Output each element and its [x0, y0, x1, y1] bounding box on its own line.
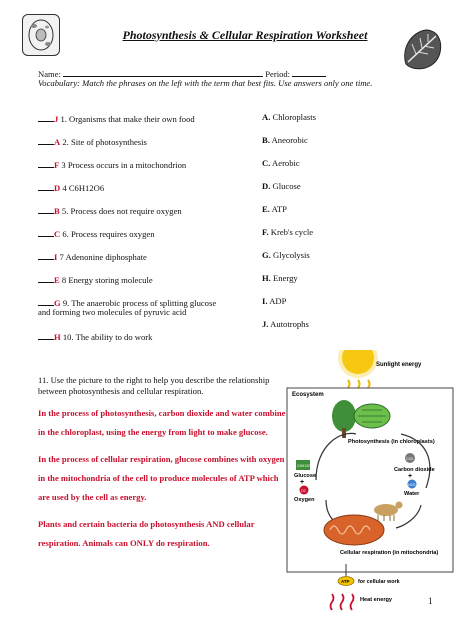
item-text: 9. The anaerobic process of splitting glucose [62, 298, 217, 308]
answer-letter: E [54, 275, 60, 285]
match-item-6 [38, 227, 155, 240]
term-text: Chloroplasts [272, 112, 316, 122]
term-e [262, 204, 287, 215]
answer-letter: F [54, 160, 60, 170]
item-text: 4 C6H12O6 [62, 183, 105, 193]
term-letter: F. [262, 227, 269, 237]
match-item-5 [38, 204, 182, 217]
oxygen-label: Oxygen [294, 497, 315, 503]
term-d [262, 181, 301, 192]
term-text: ADP [269, 296, 287, 306]
answer-blank[interactable] [38, 330, 54, 340]
question-11: 11. Use the picture to the right to help you describe the relationship between photosynthesis and cellular respiration. [38, 375, 270, 396]
item-text: 10. The ability to do work [62, 332, 153, 342]
term-c [262, 158, 300, 169]
term-text: ATP [271, 204, 287, 214]
item-text: 7 Adenonine diphosphate [59, 252, 147, 262]
answer-paragraph-3: Plants and certain bacteria do photosynthesis AND cellular respiration. Animals can ONLY do respiration. [38, 519, 255, 548]
term-text: Kreb's cycle [270, 227, 314, 237]
term-letter: C. [262, 158, 271, 168]
term-letter: I. [262, 296, 268, 306]
page-number: 1 [428, 596, 433, 606]
term-i [262, 296, 286, 307]
answer-letter: A [54, 137, 61, 147]
mitochondrion-icon [324, 515, 384, 545]
item-text: 8 Energy storing molecule [61, 275, 153, 285]
water-formula: H2O [408, 483, 416, 487]
answer-blank[interactable] [38, 273, 54, 283]
photosynthesis-label: Photosynthesis (in chloroplasts) [348, 439, 435, 445]
period-label: Period: [265, 69, 291, 79]
carbon-dioxide-label: Carbon dioxide [394, 467, 435, 473]
leaf-logo-icon [396, 24, 446, 74]
item-text: 5. Process does not require oxygen [61, 206, 182, 216]
item-text: 6. Process requires oxygen [62, 229, 155, 239]
term-text: Aneorobic [271, 135, 308, 145]
answer-letter: G [54, 298, 61, 308]
plus-sign-right: + [408, 473, 413, 480]
match-item-8 [38, 273, 153, 286]
plus-sign-left: + [300, 479, 305, 486]
glucose-formula: C6H12O6 [297, 464, 313, 468]
page-title: Photosynthesis & Cellular Respiration Worksheet [122, 28, 368, 42]
answer-letter: H [54, 332, 61, 342]
answer-letter: D [54, 183, 61, 193]
answer-blank[interactable] [38, 204, 54, 214]
answer-blank[interactable] [38, 250, 54, 260]
match-item-7 [38, 250, 147, 263]
term-text: Autotrophs [270, 319, 309, 329]
water-label: Water [404, 491, 420, 497]
term-text: Aerobic [272, 158, 300, 168]
vocabulary-instructions: Vocabulary: Match the phrases on the left with the term that best fits. Use answers only one time. [38, 78, 373, 88]
item-text: 1. Organisms that make their own food [60, 114, 195, 124]
term-text: Glycolysis [273, 250, 310, 260]
term-letter: A. [262, 112, 271, 122]
answer-blank[interactable] [38, 158, 54, 168]
answer-letter: I [54, 252, 58, 262]
answer-letter: B [54, 206, 60, 216]
name-field[interactable] [63, 68, 263, 77]
term-j [262, 319, 309, 330]
heat-energy-label: Heat energy [360, 597, 393, 603]
cellular-work-label: for cellular work [358, 579, 400, 585]
oxygen-formula: O2 [301, 489, 306, 493]
term-letter: G. [262, 250, 271, 260]
sun-icon [338, 350, 378, 378]
answer-blank[interactable] [38, 296, 54, 306]
answer-blank[interactable] [38, 181, 54, 191]
match-item-3 [38, 158, 186, 171]
term-b [262, 135, 308, 146]
term-letter: D. [262, 181, 271, 191]
atp-label: ATP [341, 579, 350, 584]
match-item-1 [38, 112, 195, 125]
respiration-label: Cellular respiration (in mitochondria) [340, 550, 439, 556]
item-text: 3 Process occurs in a mitochondrion [61, 160, 187, 170]
term-text: Energy [273, 273, 298, 283]
name-label: Name: [38, 69, 61, 79]
co2-formula: CO2 [406, 457, 414, 461]
answer-paragraph-2: In the process of cellular respiration, glucose combines with oxygen in the mitochondria of the cell to produce molecules of ATP which are used by the cell as energy. [38, 454, 285, 502]
glucose-label: Glucose [294, 473, 317, 479]
term-letter: H. [262, 273, 271, 283]
item-text: 2. Site of photosynthesis [62, 137, 147, 147]
answer-blank[interactable] [38, 112, 54, 122]
answer-blank[interactable] [38, 135, 54, 145]
heat-arrows-icon [331, 594, 354, 610]
term-text: Glucose [272, 181, 301, 191]
match-item-10 [38, 330, 152, 343]
match-item-4 [38, 181, 104, 194]
photosynthesis-respiration-diagram [286, 350, 458, 612]
sunlight-label: Sunlight energy [376, 362, 422, 368]
match-item-2 [38, 135, 147, 148]
answer-letter: C [54, 229, 61, 239]
answer-paragraph-1: In the process of photosynthesis, carbon dioxide and water combine in the chloroplast, using the energy from light to make glucose. [38, 408, 286, 437]
term-f [262, 227, 313, 238]
term-a [262, 112, 316, 123]
period-field[interactable] [292, 68, 326, 77]
answer-text-block [38, 404, 286, 561]
answer-letter: J [54, 114, 59, 124]
term-letter: B. [262, 135, 270, 145]
plant-cell-logo-icon [22, 14, 60, 56]
term-g [262, 250, 310, 261]
match-item-9-continued: and forming two molecules of pyruvic acid [38, 307, 187, 317]
term-h [262, 273, 298, 284]
term-letter: J. [262, 319, 269, 329]
term-letter: E. [262, 204, 270, 214]
ecosystem-label: Ecosystem [292, 392, 324, 398]
answer-blank[interactable] [38, 227, 54, 237]
